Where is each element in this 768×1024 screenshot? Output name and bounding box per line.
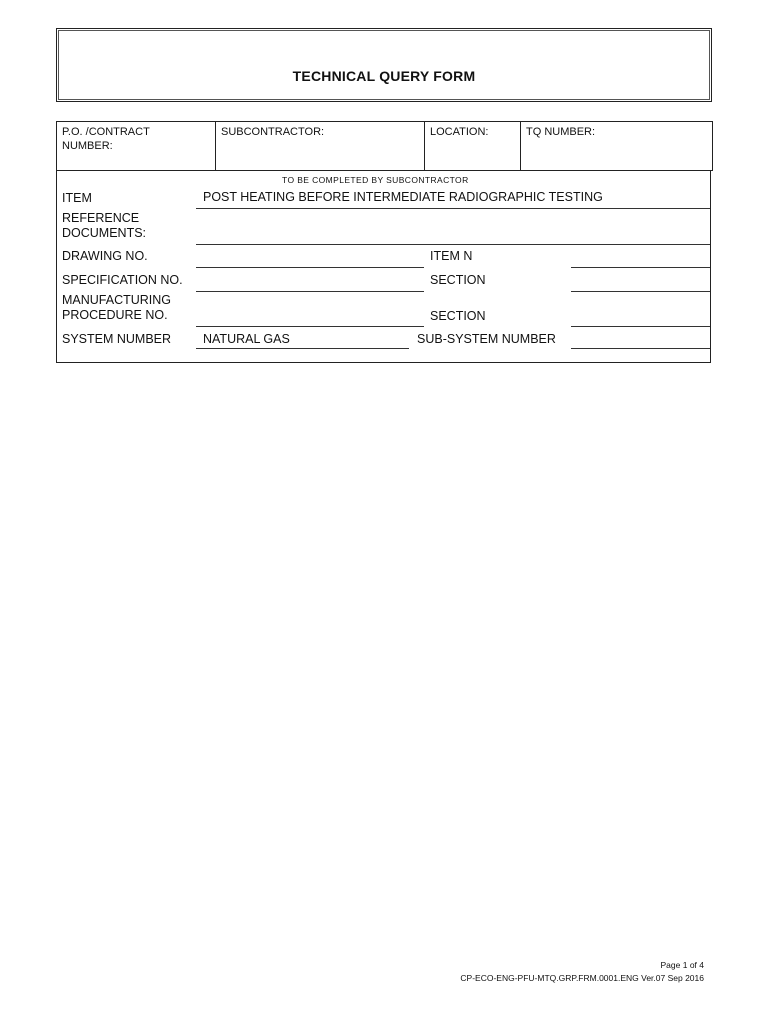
- system-number-value[interactable]: NATURAL GAS: [203, 332, 290, 346]
- item-underline: [196, 208, 710, 209]
- item-n-label: ITEM N: [430, 249, 473, 263]
- page-number: Page 1 of 4: [660, 960, 704, 970]
- specification-no-label: SPECIFICATION NO.: [62, 273, 183, 287]
- section-field[interactable]: [571, 326, 710, 327]
- title-box: [56, 28, 712, 102]
- tq-number-label: TQ NUMBER:: [526, 126, 596, 138]
- system-number-underline: [196, 348, 409, 349]
- header-divider: [215, 121, 216, 171]
- section-label: SECTION: [430, 309, 486, 323]
- section-field[interactable]: [571, 291, 710, 292]
- item-n-field[interactable]: [571, 267, 710, 268]
- sub-system-number-field[interactable]: [571, 348, 710, 349]
- system-number-label: SYSTEM NUMBER: [62, 332, 172, 346]
- po-contract-label: [62, 125, 150, 153]
- form-title: TECHNICAL QUERY FORM: [292, 68, 476, 84]
- po-contract-label-line1: P.O. /CONTRACT: [62, 126, 150, 138]
- header-row: [56, 121, 713, 171]
- manufacturing-label-line1: MANUFACTURING: [62, 293, 172, 307]
- section-label: SECTION: [430, 273, 486, 287]
- reference-label-line1: REFERENCE: [62, 211, 140, 225]
- section-caption: TO BE COMPLETED BY SUBCONTRACTOR: [282, 175, 469, 185]
- drawing-no-label: DRAWING NO.: [62, 249, 148, 263]
- manufacturing-label-line2: PROCEDURE NO.: [62, 308, 168, 322]
- header-divider: [424, 121, 425, 171]
- item-value[interactable]: POST HEATING BEFORE INTERMEDIATE RADIOGRAPHIC TESTING: [203, 190, 603, 204]
- document-code: CP-ECO-ENG-PFU-MTQ.GRP.FRM.0001.ENG Ver.07 Sep 2016: [460, 973, 704, 983]
- drawing-no-field[interactable]: [196, 267, 424, 268]
- reference-label-line2: DOCUMENTS:: [62, 226, 147, 240]
- reference-documents-label: [62, 211, 146, 241]
- header-divider: [520, 121, 521, 171]
- manufacturing-procedure-label: [62, 293, 171, 323]
- location-label: LOCATION:: [430, 126, 489, 138]
- manufacturing-procedure-field[interactable]: [196, 326, 424, 327]
- item-label: ITEM: [62, 191, 92, 205]
- po-contract-label-line2: NUMBER:: [62, 140, 113, 152]
- subcontractor-label: SUBCONTRACTOR:: [221, 126, 325, 138]
- specification-no-field[interactable]: [196, 291, 424, 292]
- sub-system-number-label: SUB-SYSTEM NUMBER: [417, 332, 556, 346]
- reference-documents-field[interactable]: [196, 244, 710, 245]
